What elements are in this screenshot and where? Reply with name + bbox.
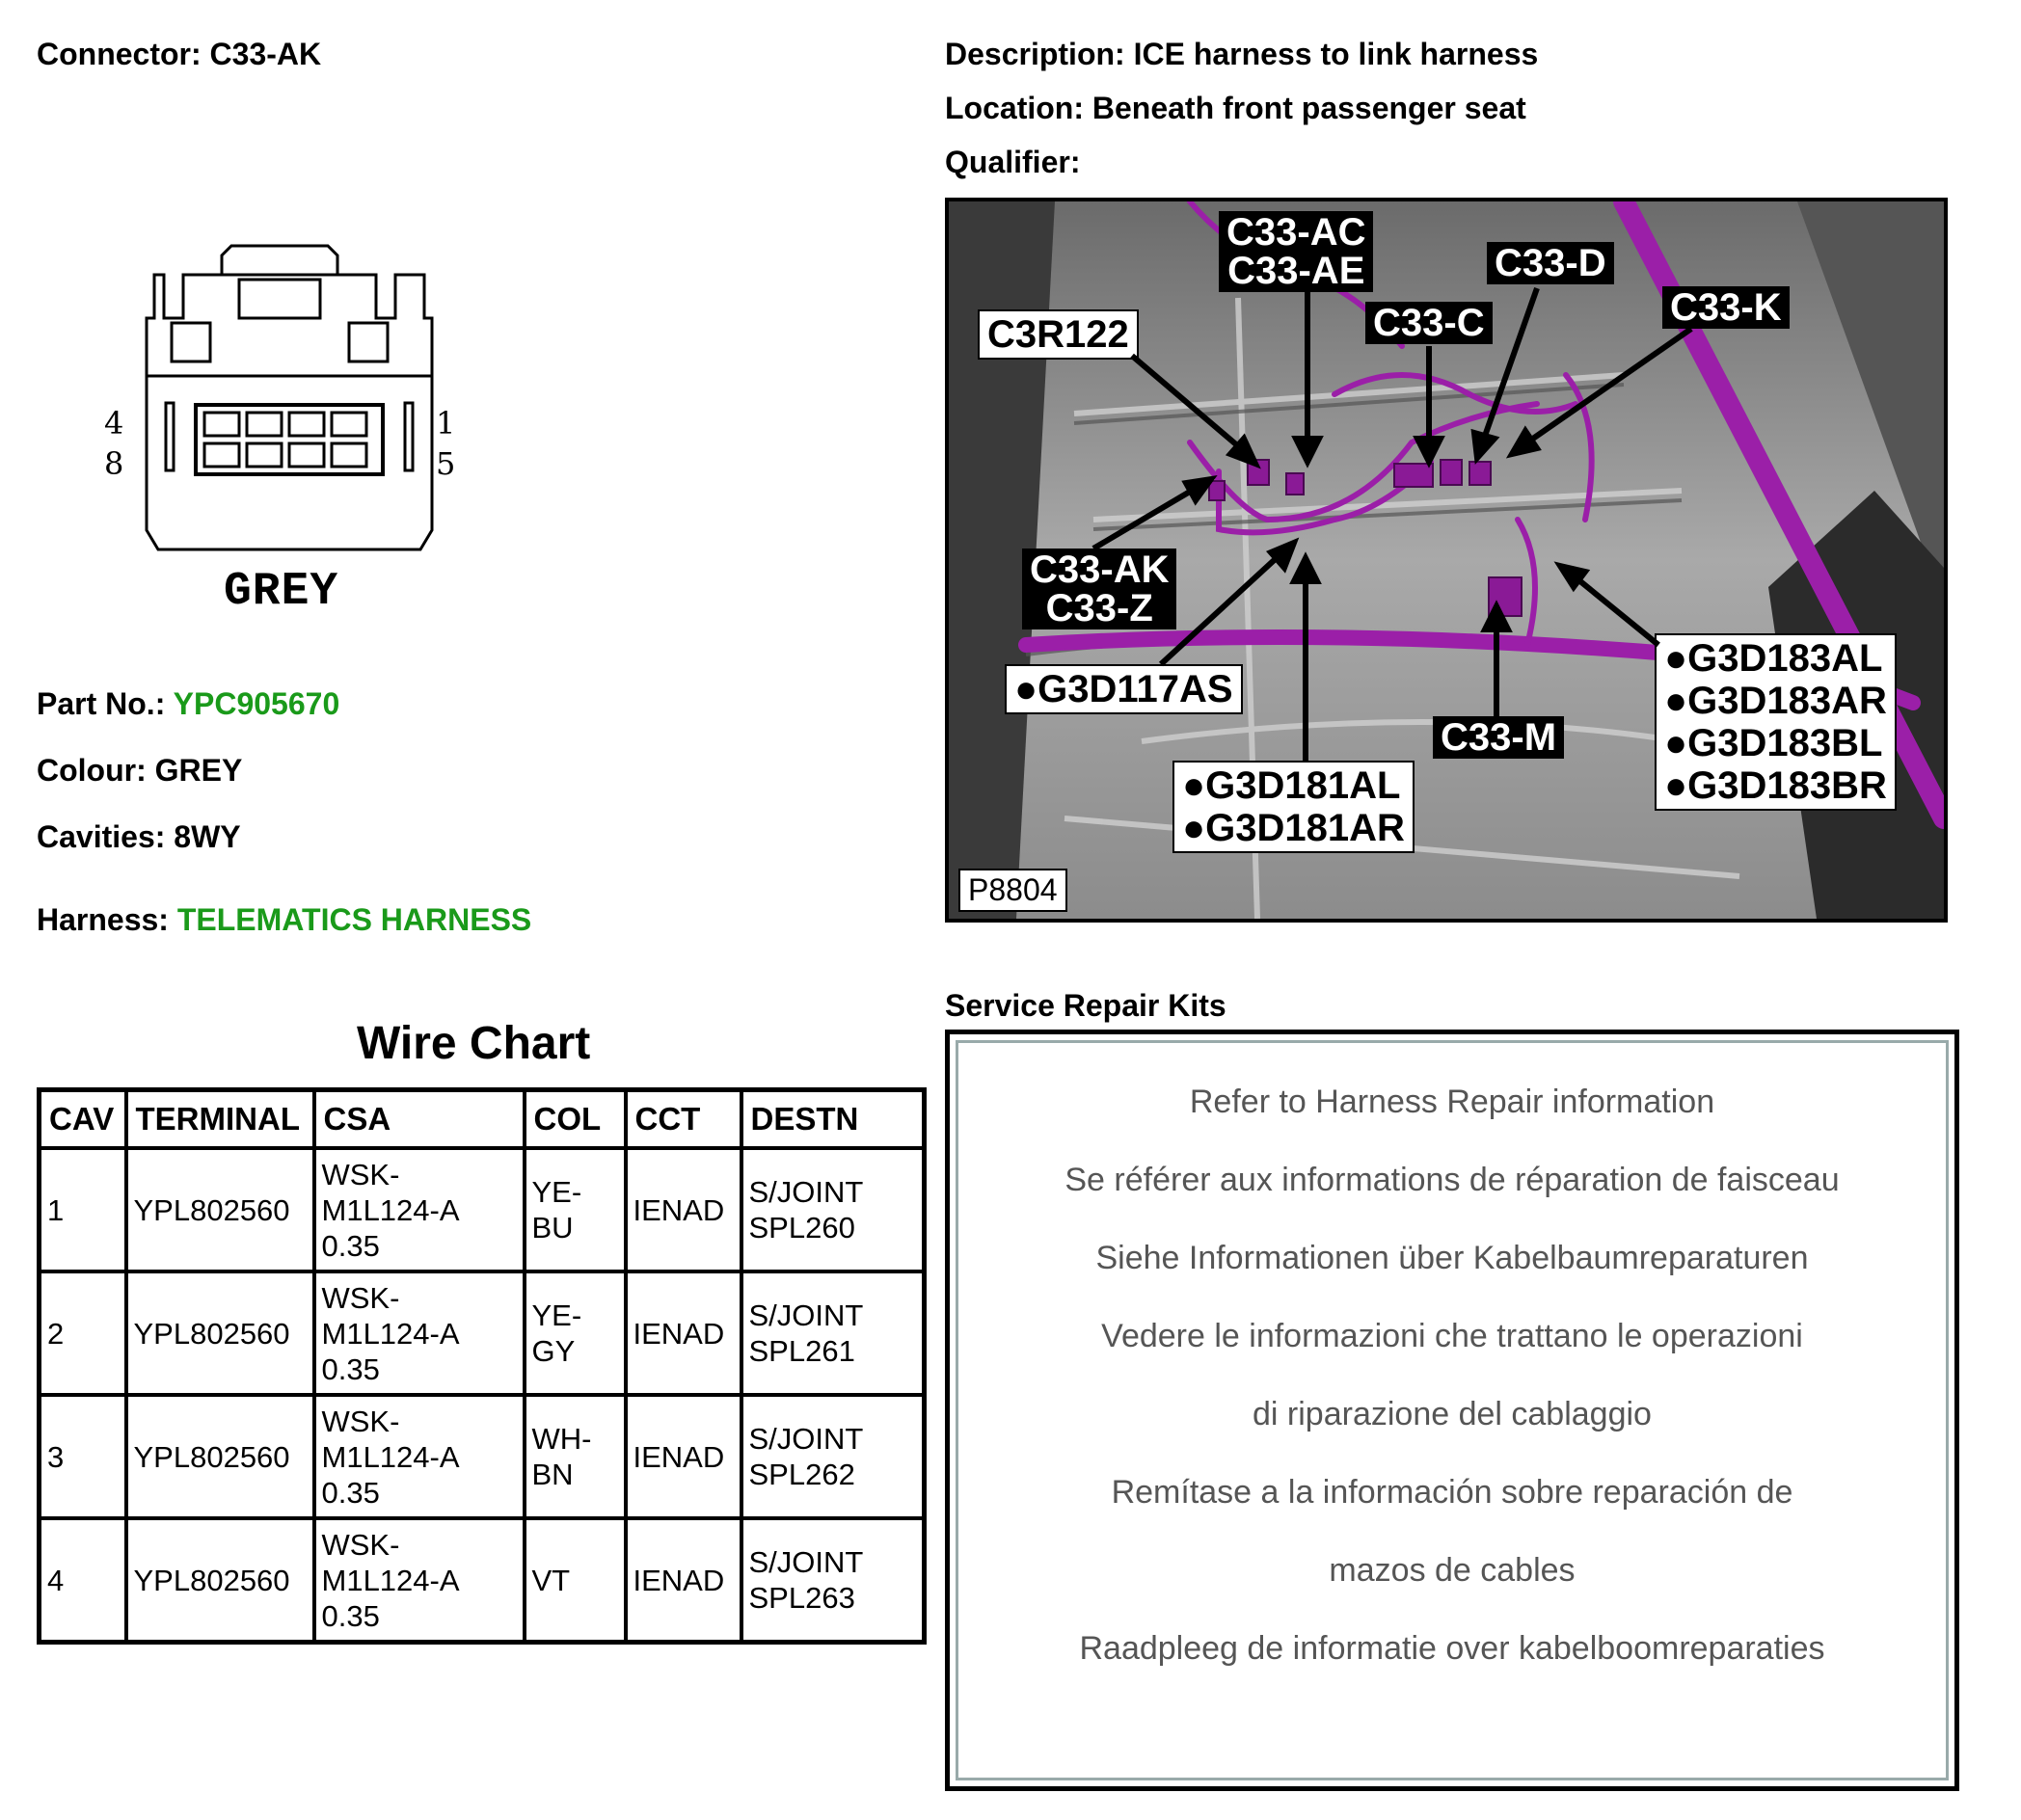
destn-line-2: SPL262 <box>748 1458 855 1491</box>
callout-c33-ak: C33-AK <box>1030 549 1170 591</box>
cell-csa <box>314 1395 525 1518</box>
cell-destn <box>741 1395 925 1518</box>
cell-col <box>525 1271 626 1395</box>
csa-line-1: WSK- <box>321 1280 400 1315</box>
cell-terminal: YPL802560 <box>126 1271 314 1395</box>
cavities-value: 8WY <box>174 819 241 854</box>
cell-terminal: YPL802560 <box>126 1518 314 1643</box>
cell-destn <box>741 1148 925 1271</box>
qualifier-line <box>945 145 1080 180</box>
header-cct: CCT <box>626 1090 741 1149</box>
harness-value[interactable]: TELEMATICS HARNESS <box>176 902 532 937</box>
cell-cct: IENAD <box>626 1395 741 1518</box>
callout-g3d183bl: ●G3D183BL <box>1664 722 1883 764</box>
location-value: Beneath front passenger seat <box>1091 91 1526 125</box>
csa-line-2: M1L124-A <box>321 1563 460 1597</box>
csa-line-1: WSK- <box>321 1527 400 1562</box>
destn-line-1: S/JOINT <box>748 1298 864 1332</box>
callout-g3d183ar: ●G3D183AR <box>1664 680 1887 722</box>
col-line-2: BN <box>531 1458 574 1491</box>
destn-line-1: S/JOINT <box>748 1422 864 1456</box>
connector-line <box>37 37 321 72</box>
cell-col <box>525 1148 626 1271</box>
wire-chart-header-row <box>40 1090 925 1149</box>
destn-line-2: SPL263 <box>748 1581 855 1615</box>
destn-line-1: S/JOINT <box>748 1175 864 1209</box>
cell-cct: IENAD <box>626 1271 741 1395</box>
kit-line-nl: Raadpleeg de informatie over kabelboomreparaties <box>1079 1630 1825 1667</box>
header-cav: CAV <box>40 1090 126 1149</box>
qualifier-label: Qualifier: <box>945 145 1081 179</box>
connector-colour-label: GREY <box>224 566 339 618</box>
col-line-2: BU <box>531 1211 574 1245</box>
csa-line-3: 0.35 <box>321 1228 380 1263</box>
cell-cct: IENAD <box>626 1518 741 1643</box>
cell-terminal: YPL802560 <box>126 1395 314 1518</box>
description-value: ICE harness to link harness <box>1133 37 1539 71</box>
callout-c33-z: C33-Z <box>1045 587 1153 629</box>
part-no-label: Part No.: <box>37 686 166 721</box>
destn-line-2: SPL261 <box>748 1334 855 1368</box>
table-row <box>40 1271 925 1395</box>
cell-cct: IENAD <box>626 1148 741 1271</box>
csa-line-2: M1L124-A <box>321 1439 460 1474</box>
cell-col <box>525 1518 626 1643</box>
callout-arrows <box>949 201 1944 919</box>
location-line <box>945 91 1526 126</box>
kit-line-de: Siehe Informationen über Kabelbaumreparaturen <box>1095 1240 1809 1276</box>
pin-number-1: 1 <box>436 405 456 442</box>
description-label: Description: <box>945 37 1125 71</box>
service-repair-kits-box <box>945 1030 1959 1791</box>
cell-csa <box>314 1271 525 1395</box>
kit-line-it-1: Vedere le informazioni che trattano le operazioni <box>1101 1318 1803 1354</box>
connector-value: C33-AK <box>209 37 322 71</box>
cell-cav: 4 <box>40 1518 126 1643</box>
pin-number-8: 8 <box>104 445 124 482</box>
connector-outline <box>96 241 482 559</box>
kit-line-es-2: mazos de cables <box>1329 1552 1576 1589</box>
header-csa: CSA <box>314 1090 525 1149</box>
kit-line-es-1: Remítase a la información sobre reparación de <box>1111 1474 1793 1511</box>
service-repair-kits-title: Service Repair Kits <box>945 988 1226 1023</box>
kit-line-it-2: di riparazione del cablaggio <box>1253 1396 1652 1432</box>
table-row <box>40 1148 925 1271</box>
colour-value: GREY <box>154 753 243 788</box>
part-no-value[interactable]: YPC905670 <box>173 686 340 721</box>
wire-chart-table <box>37 1087 927 1645</box>
cell-cav: 1 <box>40 1148 126 1271</box>
callout-g3d181ar: ●G3D181AR <box>1182 807 1405 849</box>
csa-line-3: 0.35 <box>321 1475 380 1510</box>
cell-destn <box>741 1271 925 1395</box>
part-no-line <box>37 686 339 722</box>
cell-destn <box>741 1518 925 1643</box>
callout-c33-ac: C33-AC <box>1226 211 1366 254</box>
header-terminal: TERMINAL <box>126 1090 314 1149</box>
kit-line-fr: Se référer aux informations de réparation de faisceau <box>1064 1162 1840 1198</box>
csa-line-2: M1L124-A <box>321 1192 460 1227</box>
cell-csa <box>314 1148 525 1271</box>
cell-cav: 3 <box>40 1395 126 1518</box>
callout-g3d117as: ●G3D117AS <box>1005 664 1243 714</box>
photo-id-label: P8804 <box>958 869 1067 912</box>
service-repair-kits-inner <box>956 1040 1949 1780</box>
col-line-1: YE- <box>531 1175 582 1209</box>
callout-g3d183br: ●G3D183BR <box>1664 764 1887 807</box>
callout-g3d183al: ●G3D183AL <box>1664 637 1883 680</box>
cavities-line <box>37 819 241 855</box>
header-col: COL <box>525 1090 626 1149</box>
col-line-1: VT <box>531 1563 571 1597</box>
harness-line <box>37 902 531 938</box>
location-photo <box>945 198 1948 923</box>
cell-terminal: YPL802560 <box>126 1148 314 1271</box>
callout-c33-d: C33-D <box>1487 242 1614 284</box>
csa-line-3: 0.35 <box>321 1598 380 1633</box>
callout-c33-m: C33-M <box>1433 716 1564 759</box>
description-line <box>945 37 1538 72</box>
csa-line-1: WSK- <box>321 1157 400 1191</box>
csa-line-1: WSK- <box>321 1404 400 1438</box>
destn-line-1: S/JOINT <box>748 1545 864 1579</box>
csa-line-2: M1L124-A <box>321 1316 460 1351</box>
cavities-label: Cavities: <box>37 819 166 854</box>
callout-c33-k: C33-K <box>1662 286 1790 329</box>
col-line-1: YE- <box>531 1298 582 1332</box>
callout-c33-ae: C33-AE <box>1227 250 1365 292</box>
kit-line-en: Refer to Harness Repair information <box>1189 1084 1715 1120</box>
cell-col <box>525 1395 626 1518</box>
wire-chart-title: Wire Chart <box>357 1018 591 1069</box>
colour-line <box>37 753 242 789</box>
callout-c33-c: C33-C <box>1365 302 1493 344</box>
destn-line-2: SPL260 <box>748 1211 855 1245</box>
pin-number-4: 4 <box>104 405 124 442</box>
table-row <box>40 1395 925 1518</box>
cell-cav: 2 <box>40 1271 126 1395</box>
cell-csa <box>314 1518 525 1643</box>
col-line-1: WH- <box>531 1422 592 1456</box>
callout-g3d181al: ●G3D181AL <box>1182 764 1401 807</box>
header-destn: DESTN <box>741 1090 925 1149</box>
col-line-2: GY <box>531 1334 576 1368</box>
connector-label: Connector: <box>37 37 202 71</box>
csa-line-3: 0.35 <box>321 1352 380 1386</box>
pin-number-5: 5 <box>436 445 456 482</box>
callout-c3r122: C3R122 <box>978 309 1139 360</box>
colour-label: Colour: <box>37 753 147 788</box>
harness-label: Harness: <box>37 902 169 937</box>
location-label: Location: <box>945 91 1084 125</box>
table-row <box>40 1518 925 1643</box>
